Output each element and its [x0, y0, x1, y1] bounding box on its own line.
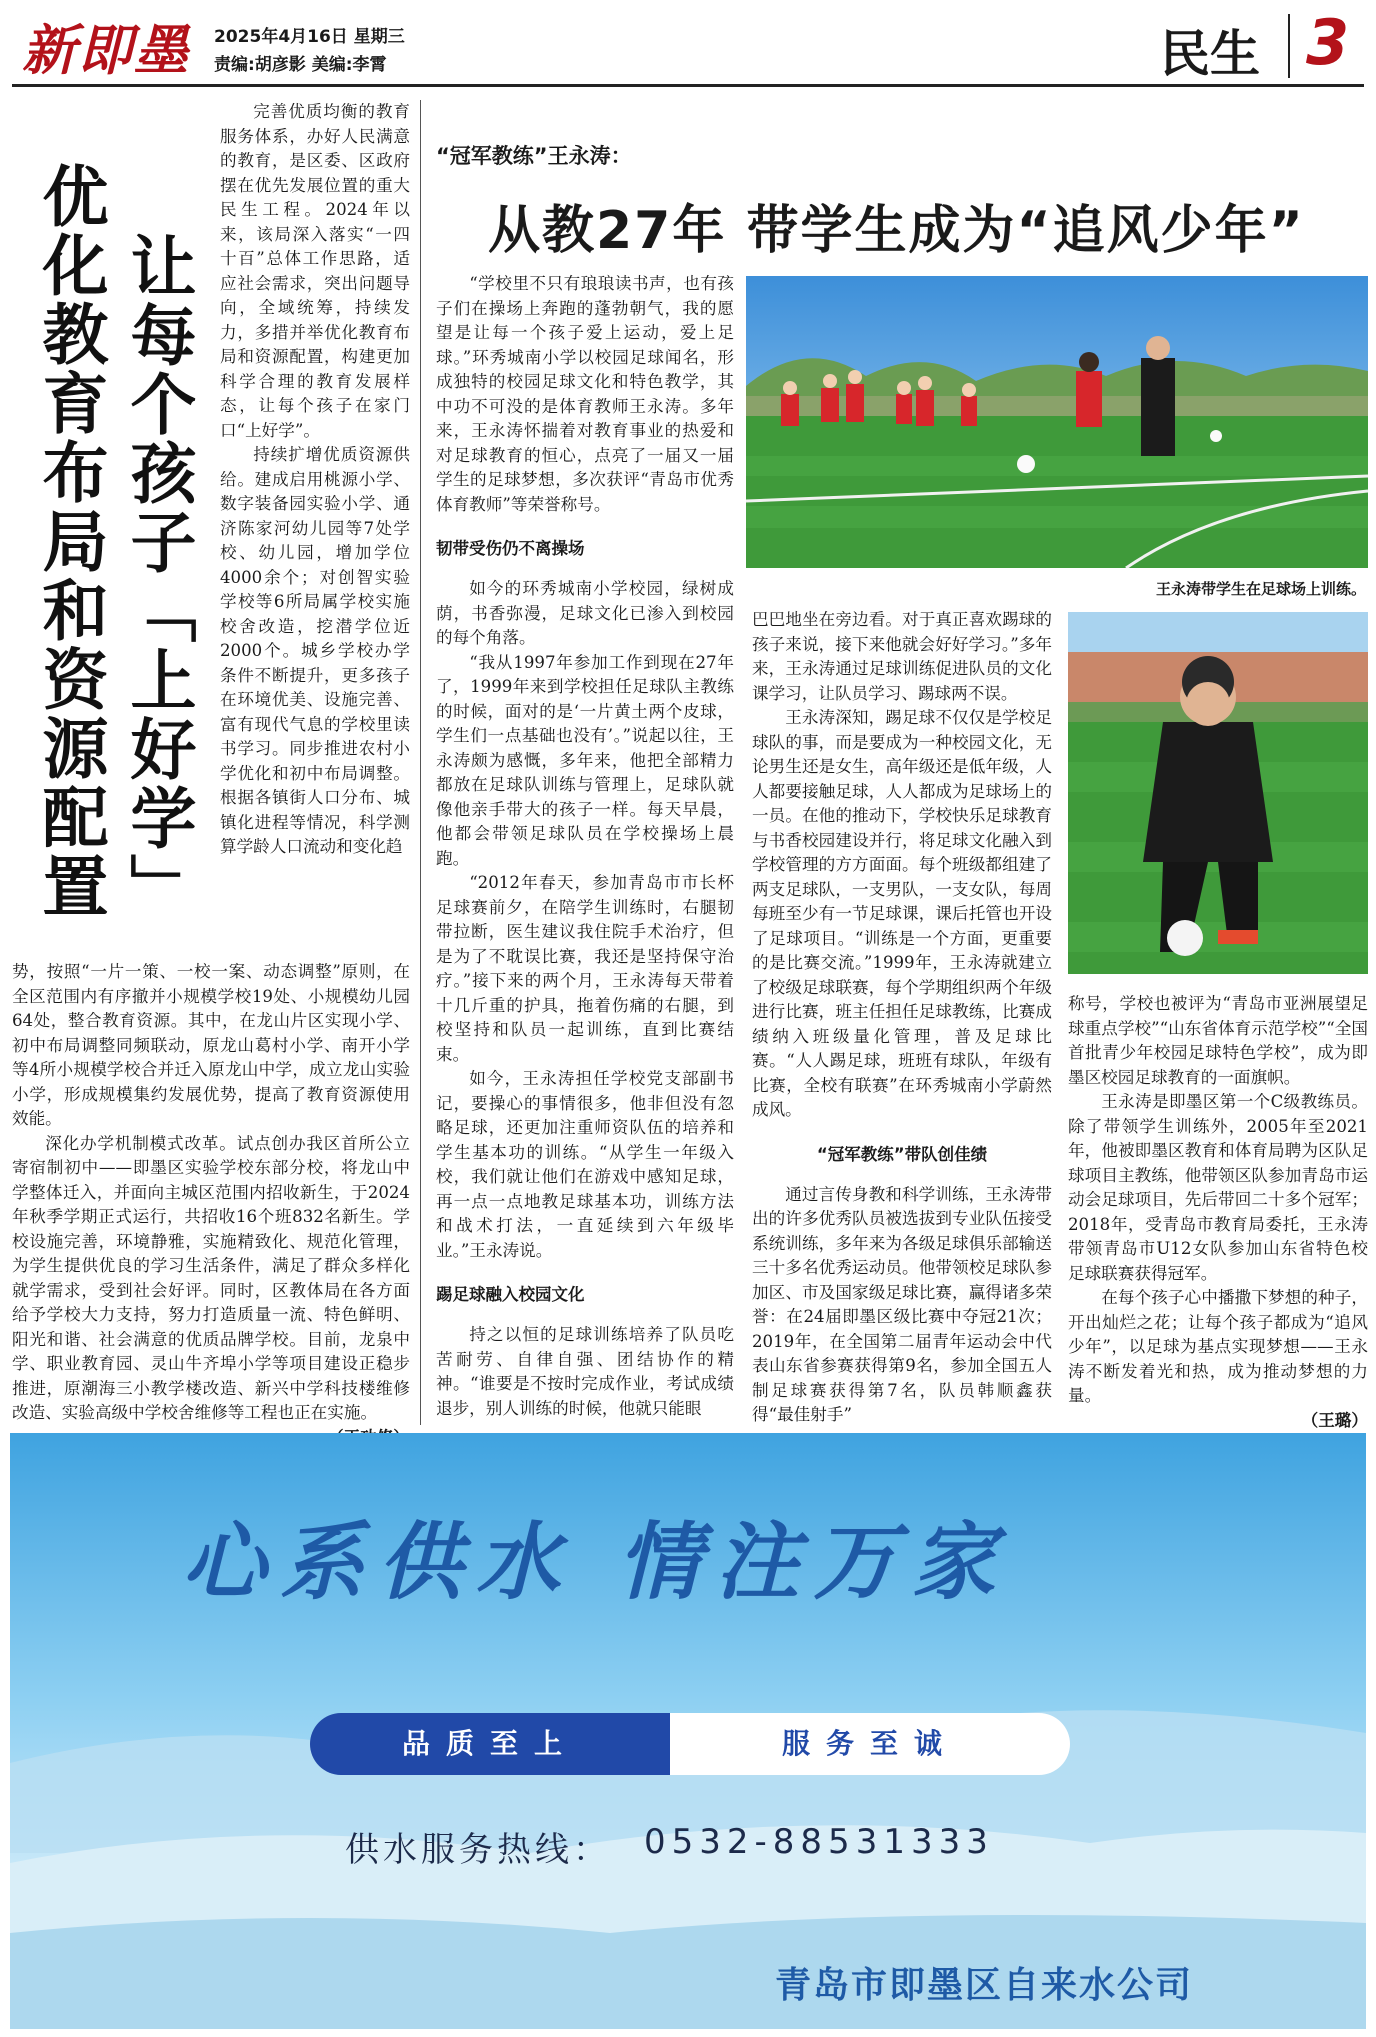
article2-paragraph: 如今，王永涛担任学校党支部副书记，要操心的事情很多，他非但没有忽略足球，还更加注重师资队伍的培养和学生基本功的训练。“从学生一年级入校，我们就让他们在游戏中感知足球，再一点一点地教足球基本功，训练方法和战术打法，一直延续到六年级毕业。”王永涛说。	[436, 1069, 734, 1260]
article2-paragraph: 通过言传身教和科学训练，王永涛带出的许多优秀队员被选拔到专业队伍接受系统训练，多年来为各级足球俱乐部输送三十多名优秀运动员。他带领校足球队参加区、市及国家级足球比赛，赢得诸多荣誉：在24届即墨区级比赛中夺冠21次；2019年，在全国第二届青年运动会中代表山东省参赛获得第9名，参加全国五人制足球赛获得第7名，队员韩顺鑫获得“最佳射手”	[752, 1184, 1052, 1424]
coach-portrait-photo	[1068, 612, 1368, 974]
football-training-photo	[746, 276, 1368, 568]
article1-paragraph: 深化办学机制模式改革。试点创办我区首所公立寄宿制初中——即墨区实验学校东部分校，将龙山中学整体迁入，并面向主城区范围内招收新生，于2024年秋季学期正式运行，共招收16个班832名新生。学校设施完善，环境静雅，实施精致化、规范化管理，为学生提供优良的学习生活条件，满足了群众多样化就学需求，受到社会好评。同时，区教体局在各方面给予学校大力支持，努力打造质量一流、特色鲜明、阳光和谐、社会满意的优质品牌学校。目前，龙泉中学、职业教育园、灵山牛齐埠小学等项目建设正稳步推进，原潮海三小教学楼改造、新兴中学科技楼维修改造、实验高级中学校舍维修等工程也正在实施。	[12, 1133, 410, 1422]
training-photo	[746, 276, 1368, 568]
article1-bottom-column	[12, 960, 410, 1450]
article2-paragraph: “我从1997年参加工作到现在27年了，1999年来到学校担任足球队主教练的时候，面对的是‘一片黄土两个皮球，学生们一点基础也没有’。”说起以往，王永涛颇为感慨，多年来，他把全部精力都放在足球队训练与管理上，足球队就像他亲手带大的孩子一样。每天早晨，他都会带领足球队员在学校操场上晨跑。	[436, 652, 734, 868]
article1-paragraph: 势，按照“一片一策、一校一案、动态调整”原则，在全区范围内有序撤并小规模学校19处、小规模幼儿园64处，整合教育资源。其中，在龙山片区实现小学、初中布局调整同频联动，原龙山葛村小学、南开小学等4所小规模学校合并迁入原龙山中学，成立龙山实验小学，形成规模集约发展优势，提高了教育资源使用效能。	[12, 962, 410, 1128]
article2-paragraph: 王永涛深知，踢足球不仅仅是学校足球队的事，而是要成为一种校园文化，无论男生还是女生，高年级还是低年级，人人都要接触足球，人人都成为足球场上的一员。在他的推动下，学校快乐足球教育与书香校园建设并行，将足球文化融入到学校管理的方方面面。每个班级都组建了两支足球队，一支男队，一支女队，每周每班至少有一节足球课，课后托管也开设了足球项目。“训练是一个方面，更重要的是比赛交流。”1999年，王永涛就建立了校级足球联赛，每个学期组织两个年级进行比赛，班主任担任足球教练，比赛成绩纳入班级量化管理，普及足球比赛。“人人踢足球，班班有球队，年级有比赛，全校有联赛”在环秀城南小学蔚然成风。	[752, 708, 1052, 1119]
article2-column-3	[1068, 992, 1368, 1433]
article2-paragraph: 王永涛是即墨区第一个C级教练员。除了带领学生训练外，2005年至2021年，他被即墨区教育和体育局聘为区队足球项目主教练，他带领区队参加青岛市运动会足球项目，先后带回二十多个冠军；2018年，受青岛市教育局委托，王永涛带领青岛市U12女队参加山东省特色校足球联赛获得冠军。	[1068, 1092, 1368, 1283]
ad-hotline-label: 供水服务热线：	[345, 1830, 611, 1870]
article2-column-1	[436, 272, 734, 1421]
article2-column-2	[752, 608, 1052, 1428]
ad-slogan-right: 服务至诚	[670, 1713, 1070, 1775]
coach-photo	[1068, 612, 1368, 974]
article2-paragraph: 如今的环秀城南小学校园，绿树成荫，书香弥漫，足球文化已渗入到校园的每个角落。	[436, 579, 734, 647]
issue-date: 2025年4月16日 星期三	[214, 27, 405, 47]
article2-paragraph: “学校里不只有琅琅读书声，也有孩子们在操场上奔跑的蓬勃朝气，我的愿望是让每一个孩子爱上运动，爱上足球。”环秀城南小学以校园足球闻名，形成独特的校园足球文化和特色教学，其中功不可没的是体育教师王永涛。多年来，王永涛怀揣着对教育事业的热爱和对足球教育的恒心，点亮了一届又一届学生的足球梦想，多次获评“青岛市优秀体育教师”等荣誉称号。	[436, 274, 734, 514]
photo-caption: 王永涛带学生在足球场上训练。	[1155, 580, 1366, 598]
article2-paragraph: 在每个孩子心中播撒下梦想的种子，开出灿烂之花；让每个孩子都成为“追风少年”，以足球为基点实现梦想——王永涛不断发着光和热，成为推动梦想的力量。	[1068, 1288, 1368, 1405]
column-divider	[420, 100, 421, 1425]
article2-title: 从教27年 带学生成为“追风少年”	[488, 201, 1305, 261]
article2-paragraph: “2012年春天，参加青岛市市长杯足球赛前夕，在陪学生训练时，右腿韧带拉断，医生建议我住院手术治疗，但是为了不耽误比赛，我还是坚持保守治疗。”接下来的两个月，王永涛每天带着十几斤重的护具，拖着伤痛的右腿，到校坚持和队员一起训练，直到比赛结束。	[436, 873, 734, 1064]
header-divider	[1288, 14, 1290, 78]
article2-paragraph: 巴巴地坐在旁边看。对于真正喜欢踢球的孩子来说，接下来他就会好好学习。”多年来，王永涛通过足球训练促进队员的文化课学习，让队员学习、踢球两不误。	[752, 610, 1052, 703]
ad-headline: 心系供水 情注万家	[182, 1513, 1010, 1611]
article2-subhead: 踢足球融入校园文化	[436, 1285, 585, 1304]
header-rule	[12, 84, 1364, 87]
page-number: 3	[1306, 6, 1350, 79]
article1-paragraph: 持续扩增优质资源供给。建成启用桃源小学、数字装备园实验小学、通济陈家河幼儿园等7处学校、幼儿园，增加学位4000余个；对创智实验学校等6所局属学校实施校舍改造，挖潜学位近2000个。城乡学校办学条件不断提升，更多孩子在环境优美、设施完善、富有现代气息的学校里读书学习。同步推进农村小学优化和初中布局调整。根据各镇街人口分布、城镇化进程等情况，科学测算学龄人口流动和变化趋	[220, 445, 410, 856]
editors-credit: 责编:胡彦影 美编:李霄	[214, 55, 387, 75]
masthead	[0, 0, 1376, 88]
article2-subhead: 韧带受伤仍不离操场	[436, 539, 585, 558]
article1-paragraph: 完善优质均衡的教育服务体系，办好人民满意的教育，是区委、区政府摆在优先发展位置的重大民生工程。2024年以来，该局深入落实“一四十百”总体工作思路，适应社会需求，突出问题导向，全域统筹，持续发力，多措并举优化教育布局和资源配置，构建更加科学合理的教育发展样态，让每个孩子在家门口“上好学”。	[220, 102, 410, 440]
article2-paragraph: 持之以恒的足球训练培养了队员吃苦耐劳、自律自强、团结协作的精神。“谁要是不按时完成作业，考试成绩退步，别人训练的时候，他就只能眼	[436, 1325, 734, 1418]
article2-paragraph: 称号，学校也被评为“青岛市亚洲展望足球重点学校”“山东省体育示范学校”“全国首批青少年校园足球特色学校”，成为即墨区校园足球教育的一面旗帜。	[1068, 994, 1368, 1087]
ad-hotline-number: 0532-88531333	[644, 1822, 994, 1862]
article2-kicker: “冠军教练”王永涛：	[436, 144, 632, 168]
article2-byline: （王璐）	[1301, 1410, 1368, 1430]
article1-subtitle: 让每个孩子「上好学」	[119, 232, 196, 922]
article1-top-column	[220, 100, 410, 860]
newspaper-logo: 新即墨	[22, 18, 190, 82]
ad-company-name: 青岛市即墨区自来水公司	[775, 1965, 1194, 2006]
ad-slogan-left: 品质至上	[310, 1713, 670, 1775]
section-name: 民生	[1160, 25, 1260, 83]
article2-subhead: “冠军教练”带队创佳绩	[816, 1144, 988, 1164]
article1-title: 优化教育布局和资源配置	[31, 162, 108, 921]
